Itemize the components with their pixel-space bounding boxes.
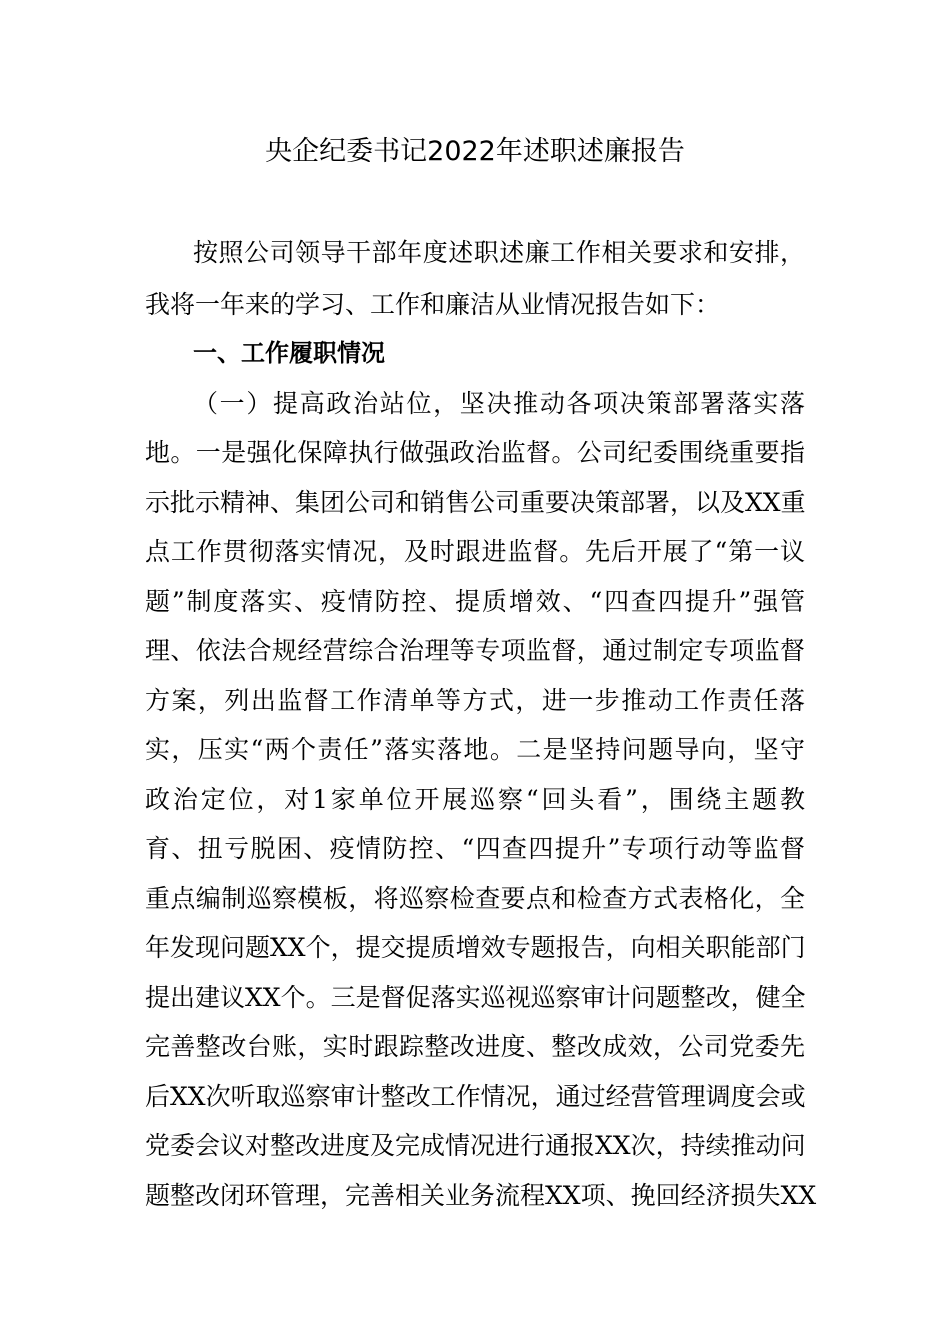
body-line: 年发现问题XX个，提交提质增效专题报告，向相关职能部门 [145,933,806,962]
body-line: 育、扭亏脱困、疫情防控、“四查四提升”专项行动等监督 [145,834,805,863]
body-line: 重点编制巡察模板，将巡察检查要点和检查方式表格化，全 [145,884,805,913]
body-line: 方案，列出监督工作清单等方式，进一步推动工作责任落 [145,686,805,715]
section-heading: 一、工作履职情况 [193,339,385,367]
body-line: 示批示精神、集团公司和销售公司重要决策部署，以及XX重 [145,488,806,517]
intro-line-1: 按照公司领导干部年度述职述廉工作相关要求和安排， [193,238,805,267]
body-line: 理、依法合规经营综合治理等专项监督，通过制定专项监督 [145,636,805,665]
body-line: 提出建议XX个。三是督促落实巡视巡察审计问题整改，健全 [145,983,806,1012]
body-line: 政治定位，对1家单位开展巡察“回头看”，围绕主题教 [145,785,805,814]
intro-line-2: 我将一年来的学习、工作和廉洁从业情况报告如下： [145,290,721,319]
body-line: 题”制度落实、疫情防控、提质增效、“四查四提升”强管 [145,587,805,616]
body-line: 后XX次听取巡察审计整改工作情况，通过经营管理调度会或 [145,1082,806,1111]
body-line: 实，压实“两个责任”落实落地。二是坚持问题导向，坚守 [145,735,805,764]
body-line: （一）提高政治站位，坚决推动各项决策部署落实落 [193,389,805,418]
body-line: 题整改闭环管理，完善相关业务流程XX项、挽回经济损失XX [145,1181,817,1210]
body-line: 党委会议对整改进度及完成情况进行通报XX次，持续推动问 [145,1131,806,1160]
document-title: 央企纪委书记2022年述职述廉报告 [265,136,685,167]
body-line: 完善整改台账，实时跟踪整改进度、整改成效，公司党委先 [145,1032,805,1061]
body-line: 地。一是强化保障执行做强政治监督。公司纪委围绕重要指 [145,438,805,467]
body-line: 点工作贯彻落实情况，及时跟进监督。先后开展了“第一议 [145,537,805,566]
